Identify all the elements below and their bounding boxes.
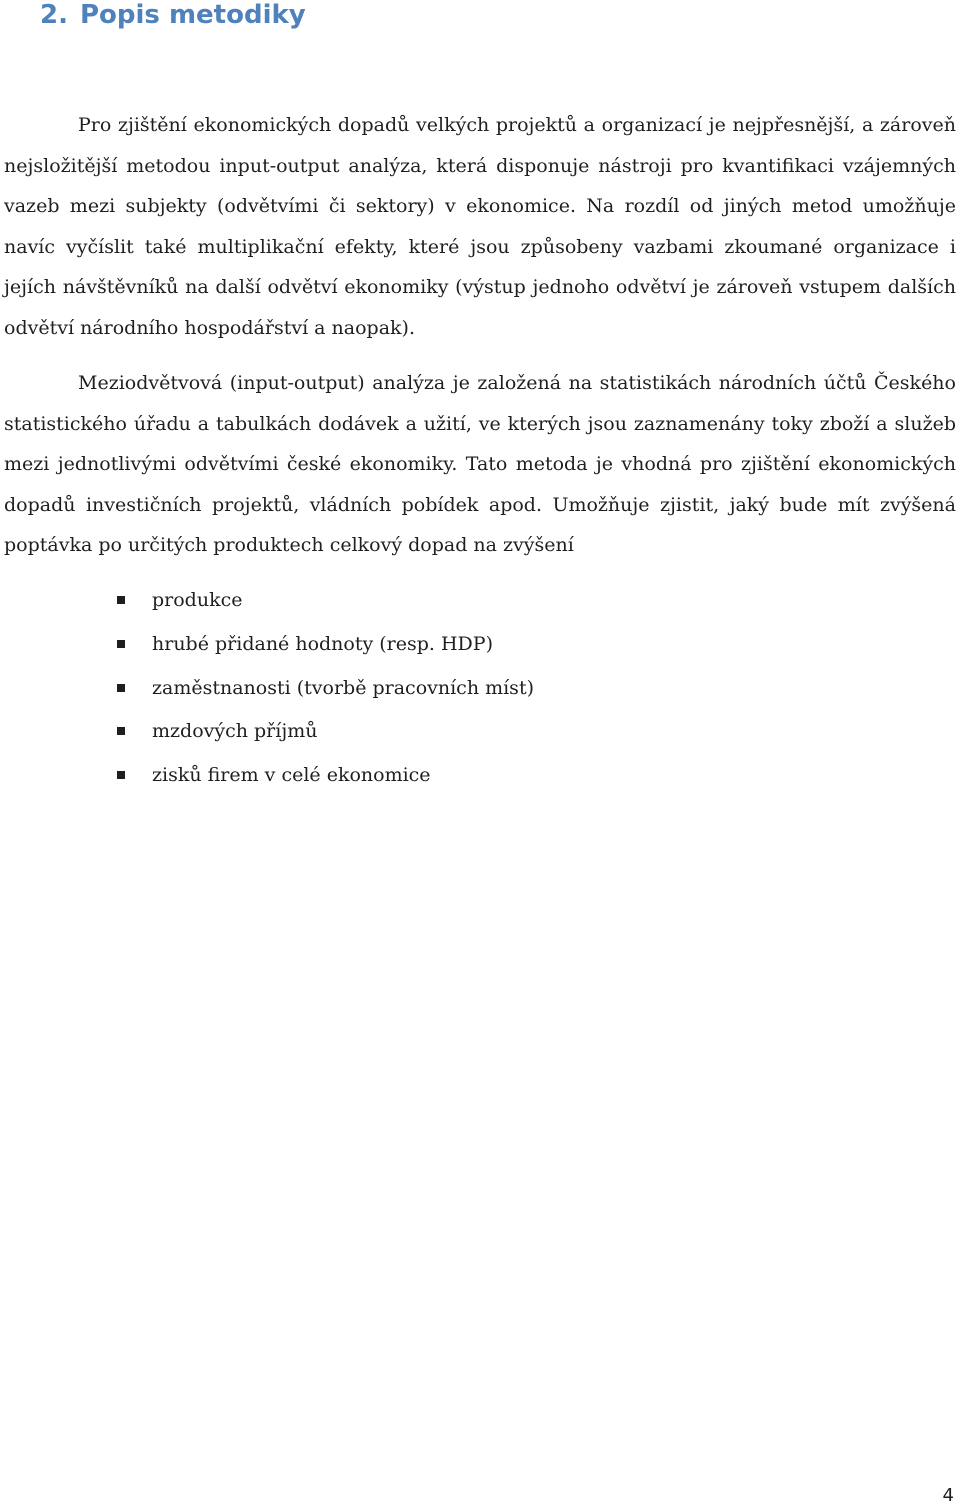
list-item [0, 623, 534, 667]
list-item [0, 579, 534, 623]
square-bullet-icon [117, 684, 125, 692]
list-item-label: zaměstnanosti (tvorbě pracovních míst) [152, 676, 534, 699]
section-number: 2. [40, 0, 68, 30]
list-item-label: produkce [152, 589, 243, 611]
square-bullet-icon [117, 771, 125, 779]
list-item-label: hrubé přidané hodnoty (resp. HDP) [152, 632, 493, 655]
paragraph-method: Meziodvětvová (input-output) analýza je založená na statistikách národních účtů Českého statistického úřadu a tabulkách dodávek a užití, ve kterých jsou zaznamenány toky zboží a služeb mezi jednotlivými odvětvími české ekonomiky. Tato metoda je vhodná pro zjištění ekonomických dopadů investičních projektů, vládních pobídek apod. Umožňuje zjistit, jaký bude mít zvýšená poptávka po určitých produktech celkový dopad na zvýšení [4, 372, 956, 557]
list-item [0, 754, 534, 798]
section-title: Popis metodiky [79, 0, 306, 30]
paragraph-intro: Pro zjištění ekonomických dopadů velkých projektů a organizací je nejpřesnější, a zároveň nejsložitější metodou input-output analýza, která disponuje nástroji pro kvantifikaci vzájemných vazeb mezi subjekty (odvětvími či sektory) v ekonomice. Na rozdíl od jiných metod umožňuje navíc vyčíslit také multiplikační efekty, které jsou způsobeny vazbami zkoumané organizace i jejích návštěvníků na další odvětví ekonomiky (výstup jednoho odvětví je zároveň vstupem dalších odvětví národního hospodářství a naopak). [4, 114, 956, 339]
square-bullet-icon [117, 640, 125, 648]
list-item [0, 710, 534, 754]
impact-list [0, 579, 534, 798]
list-item-label: mzdových příjmů [152, 720, 318, 743]
page-number: 4 [942, 1485, 954, 1506]
list-item [0, 667, 534, 711]
section-heading [40, 0, 306, 30]
list-item-label: zisků firem v celé ekonomice [152, 764, 431, 787]
square-bullet-icon [117, 596, 125, 604]
square-bullet-icon [117, 727, 125, 735]
